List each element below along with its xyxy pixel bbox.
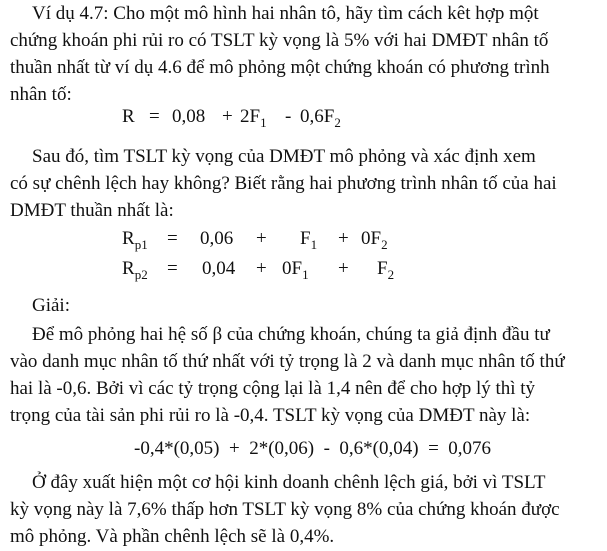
expected-return-calculation: -0,4*(0,05) + 2*(0,06) - 0,6*(0,04) = 0,076 <box>134 438 492 459</box>
eq-lhs-main: R <box>122 228 135 249</box>
text-line: vào danh mục nhân tố thứ nhất với tỷ trọng là 2 và danh mục nhân tố thứ <box>10 351 565 372</box>
eq-term <box>300 106 341 128</box>
eq-lhs: R <box>122 106 135 127</box>
eq-term-main: 0F <box>361 228 382 249</box>
eq-term-sub: 1 <box>302 267 309 282</box>
eq-equals: = <box>167 228 178 249</box>
eq-lhs <box>122 228 148 250</box>
eq-term <box>300 228 317 250</box>
eq-plus: + <box>338 228 349 249</box>
text-line: DMĐT thuần nhất là: <box>10 200 174 221</box>
eq-term <box>377 258 394 280</box>
eq-lhs-main: R <box>122 258 135 279</box>
eq-minus: - <box>285 106 292 127</box>
text-line: Sau đó, tìm TSLT kỳ vọng của DMĐT mô phỏng và xác định xem <box>32 146 536 167</box>
text-line: có sự chênh lệch hay không? Biết rằng hai phương trình nhân tố của hai <box>10 173 557 194</box>
eq-term-main: 0,6F <box>300 106 335 127</box>
eq-term-sub: 1 <box>260 115 267 130</box>
eq-plus: + <box>338 258 349 279</box>
text-line: chứng khoán phi rủi ro có TSLT kỳ vọng là 5% với hai DMĐT nhân tố <box>10 30 549 51</box>
eq-lhs-sub: p2 <box>134 267 148 282</box>
eq-plus: + <box>256 228 267 249</box>
portfolio-equation-2 <box>122 258 395 288</box>
conclusion-paragraph <box>10 469 598 550</box>
eq-plus: + <box>222 106 233 127</box>
eq-term <box>240 106 267 128</box>
eq-term-sub: 2 <box>381 237 388 252</box>
text-line: Để mô phỏng hai hệ số β của chứng khoán, chúng ta giả định đầu tư <box>32 324 550 345</box>
eq-term <box>282 258 309 280</box>
eq-equals: = <box>149 106 160 127</box>
text-line: nhân tố: <box>10 84 72 105</box>
eq-plus: + <box>256 258 267 279</box>
factor-equation <box>122 106 382 134</box>
eq-equals: = <box>167 258 178 279</box>
text-line: mô phỏng. Và phần chênh lệch sẽ là 0,4%. <box>10 526 335 547</box>
intro-paragraph <box>10 0 598 108</box>
eq-term-main: F <box>377 258 388 279</box>
eq-term-sub: 1 <box>310 237 318 252</box>
eq-constant: 0,06 <box>200 228 234 249</box>
eq-term-main: 2F <box>240 106 261 127</box>
portfolio-equation-1 <box>122 228 388 258</box>
eq-constant: 0,04 <box>202 258 236 279</box>
eq-lhs <box>122 258 148 280</box>
text-line: trọng của tài sản phi rủi ro là -0,4. TSLT kỳ vọng của DMĐT này là: <box>10 405 531 426</box>
eq-term-main: F <box>300 228 311 249</box>
text-line: kỳ vọng này là 7,6% thấp hơn TSLT kỳ vọng 8% của chứng khoán được <box>10 499 560 520</box>
solution-paragraph <box>10 321 598 429</box>
text-line: Ở đây xuất hiện một cơ hội kinh doanh chênh lệch giá, bởi vì TSLT <box>32 472 546 493</box>
eq-term-sub: 2 <box>387 267 395 282</box>
eq-lhs-sub: p1 <box>134 237 148 252</box>
text-line: Ví dụ 4.7: Cho một mô hình hai nhân tô, hãy tìm cách kêt hợp một <box>32 3 539 24</box>
eq-constant: 0,08 <box>172 106 206 127</box>
solution-label: Giải: <box>32 295 70 316</box>
eq-term-main: 0F <box>282 258 303 279</box>
solution-heading-block <box>10 292 598 319</box>
text-line: hai là -0,6. Bởi vì các tỷ trọng cộng lại là 1,4 nên để cho hợp lý thì tỷ <box>10 378 536 399</box>
question-paragraph <box>10 143 598 224</box>
eq-term <box>361 228 388 250</box>
text-line: thuần nhất từ ví dụ 4.6 để mô phỏng một chứng khoán có phương trình <box>10 57 550 78</box>
eq-term-sub: 2 <box>334 115 341 130</box>
